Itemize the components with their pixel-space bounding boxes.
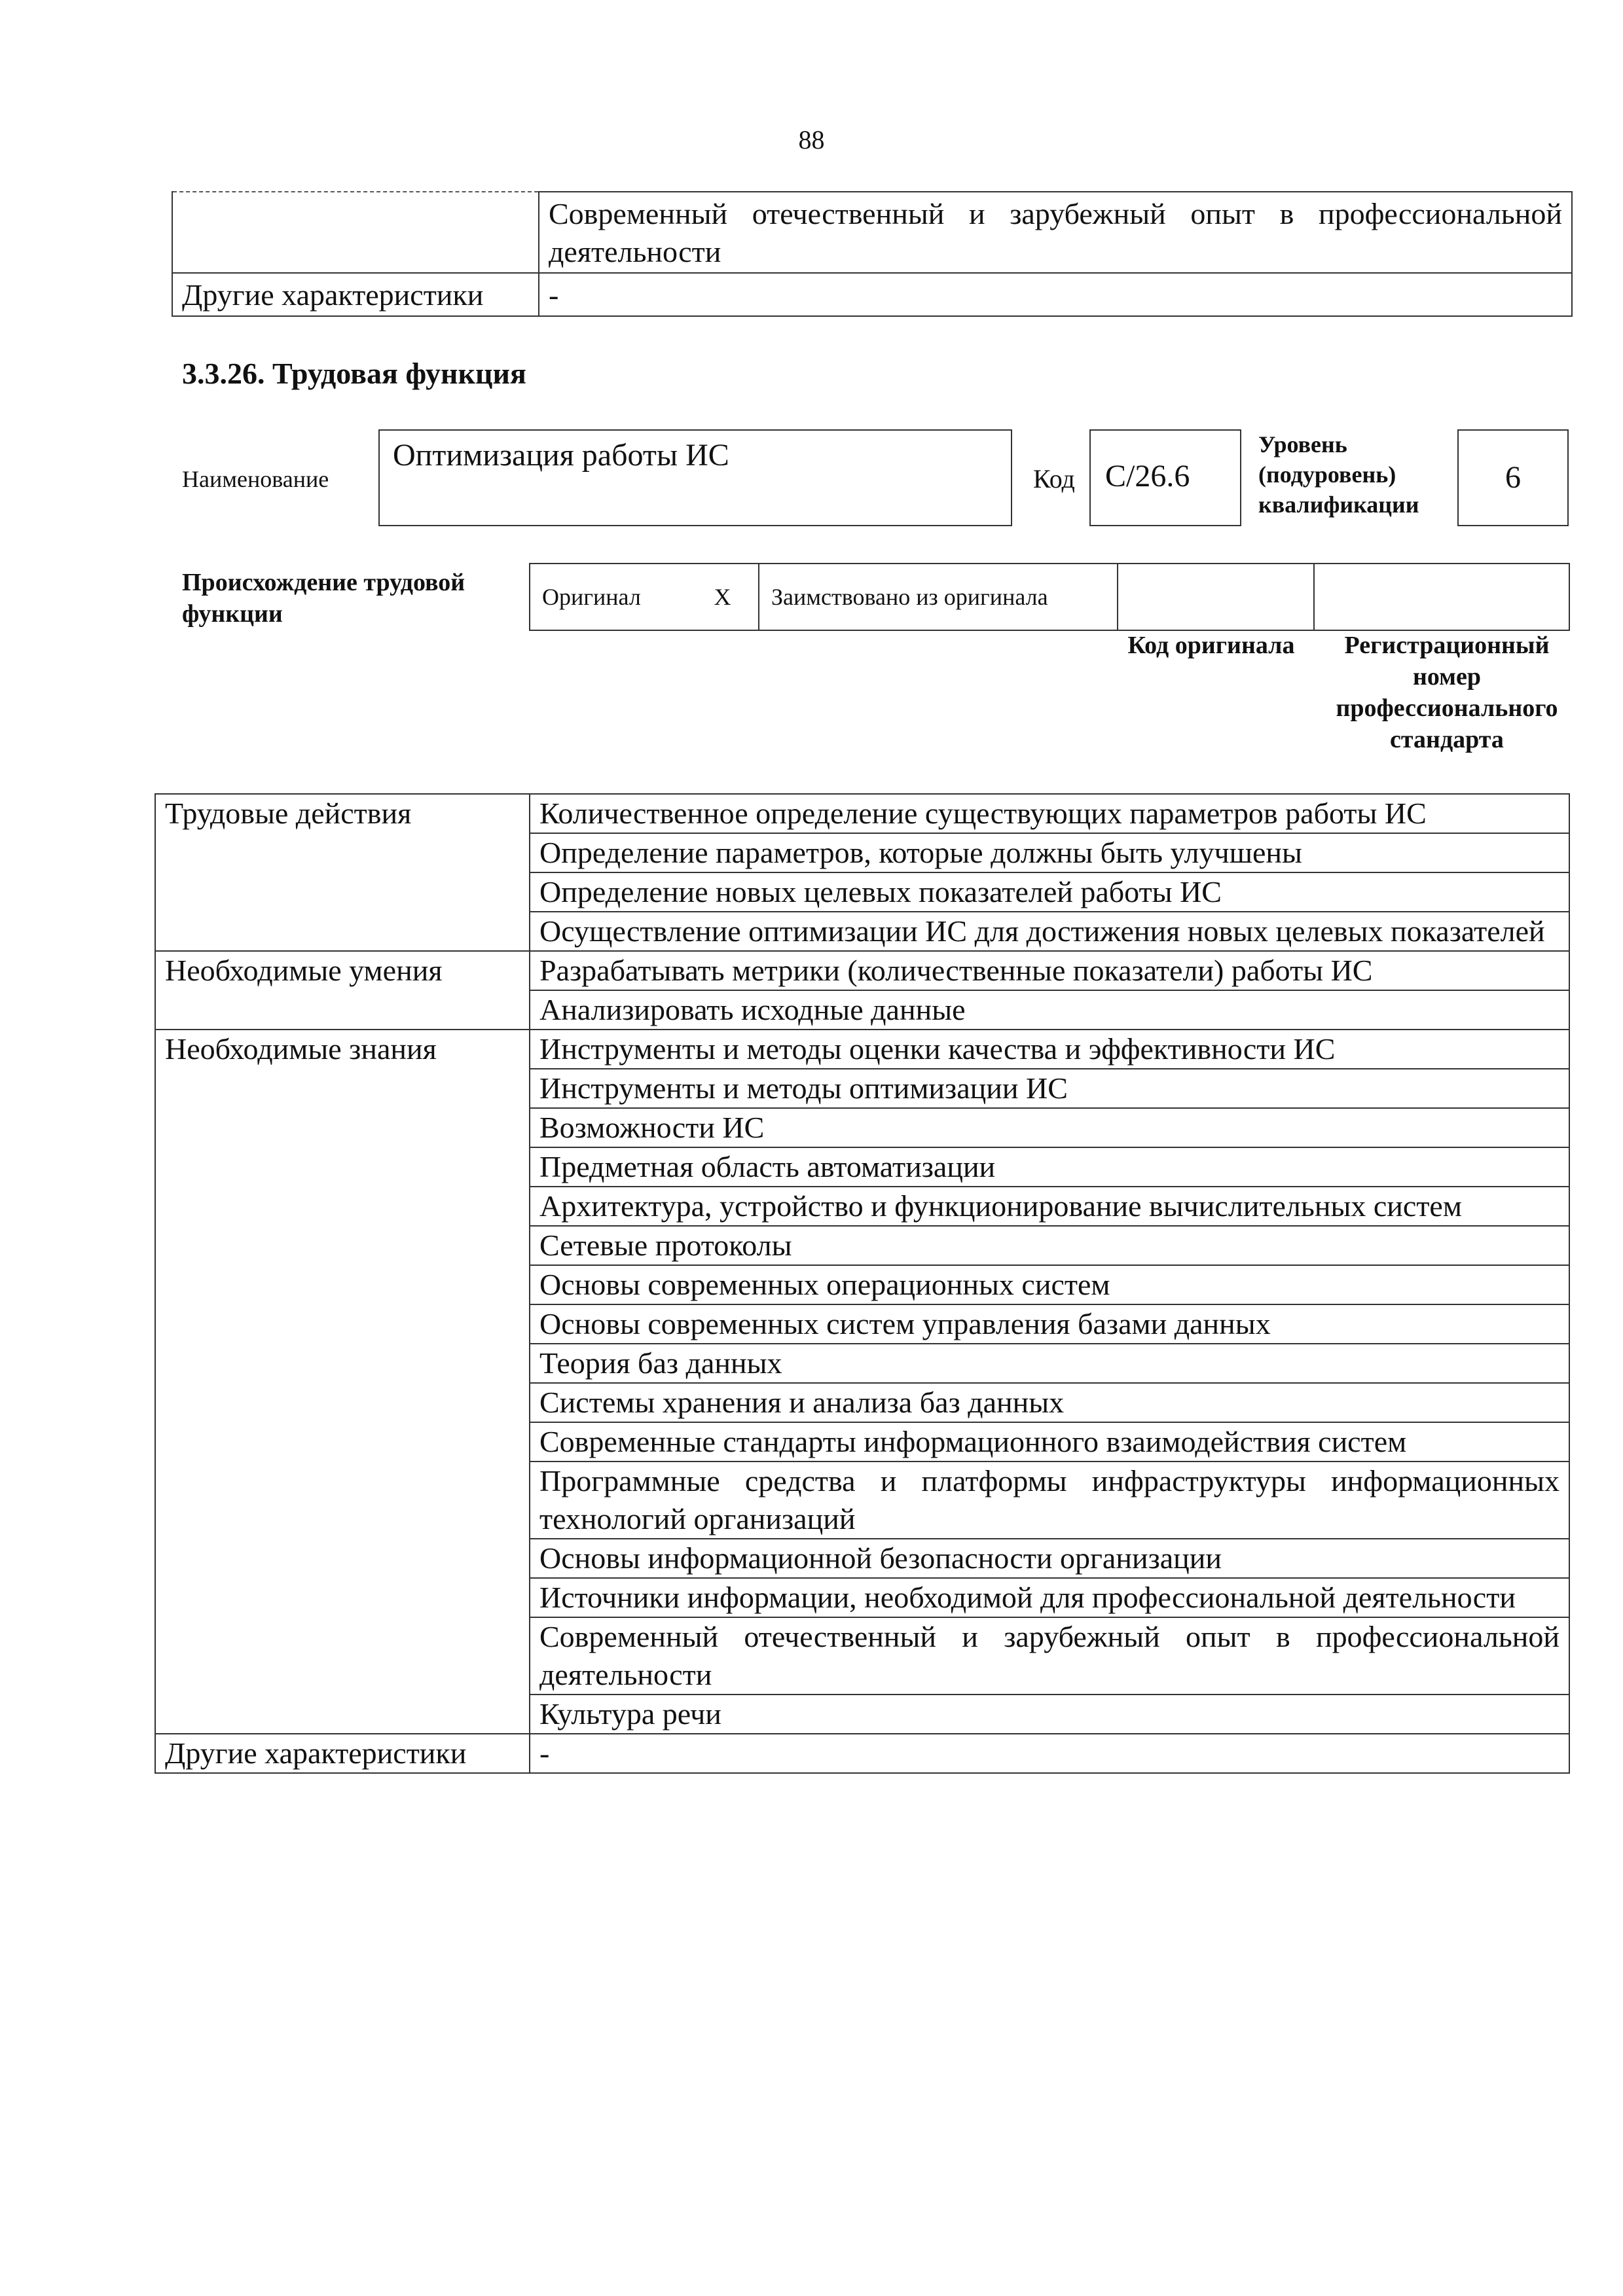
table-item: Осуществление оптимизации ИС для достижения новых целевых показателей	[530, 912, 1569, 951]
category-cell	[155, 1069, 530, 1108]
original-label: Оригинал	[530, 564, 687, 630]
table-row	[155, 912, 1569, 951]
table-item: Сетевые протоколы	[530, 1226, 1569, 1265]
category-cell	[155, 1147, 530, 1187]
continued-table	[172, 191, 1573, 317]
table-item: Определение новых целевых показателей работы ИС	[530, 872, 1569, 912]
category-cell	[155, 1422, 530, 1462]
level-label-line: (подуровень)	[1258, 461, 1396, 488]
category-label: Необходимые умения	[155, 951, 530, 990]
table-row	[155, 1187, 1569, 1226]
table-item: Инструменты и методы оценки качества и эффективности ИС	[530, 1030, 1569, 1069]
registration-number-cell	[1314, 564, 1569, 630]
table-item: Возможности ИС	[530, 1108, 1569, 1147]
table-row	[155, 1344, 1569, 1383]
table-row	[155, 1695, 1569, 1734]
table-row	[155, 1030, 1569, 1069]
name-label: Наименование	[182, 466, 329, 492]
category-cell	[155, 833, 530, 872]
level-label-line: Уровень	[1258, 431, 1347, 457]
table-item: Количественное определение существующих параметров работы ИС	[530, 794, 1569, 833]
table-item: Источники информации, необходимой для профессиональной деятельности	[530, 1578, 1569, 1617]
table-row	[155, 990, 1569, 1030]
category-cell	[155, 1578, 530, 1617]
table-item: Разрабатывать метрики (количественные показатели) работы ИС	[530, 951, 1569, 990]
table-item: Современные стандарты информационного взаимодействия систем	[530, 1422, 1569, 1462]
table-row	[155, 1422, 1569, 1462]
original-code-caption: Код оригинала	[1127, 632, 1295, 659]
origin-table	[529, 563, 1570, 631]
other-characteristics-value: -	[539, 273, 1572, 316]
qualification-level-label	[1258, 429, 1419, 520]
table-row	[155, 1578, 1569, 1617]
qualification-level-field: 6	[1457, 429, 1569, 526]
category-cell	[155, 1108, 530, 1147]
table-row	[155, 833, 1569, 872]
table-row	[155, 1147, 1569, 1187]
category-cell	[155, 912, 530, 951]
table-row	[155, 951, 1569, 990]
table-item: Культура речи	[530, 1695, 1569, 1734]
category-cell	[155, 1539, 530, 1578]
table-item: Современный отечественный и зарубежный опыт в профессиональной деятельности	[530, 1617, 1569, 1695]
function-details-table	[155, 793, 1570, 1774]
table-item: Определение параметров, которые должны быть улучшены	[530, 833, 1569, 872]
category-cell	[155, 1383, 530, 1422]
table-row	[155, 1734, 1569, 1773]
category-cell	[155, 1695, 530, 1734]
table-item: -	[530, 1734, 1569, 1773]
function-name-field: Оптимизация работы ИС	[378, 429, 1012, 526]
table-row	[155, 1265, 1569, 1304]
category-cell	[155, 1462, 530, 1539]
table-item: Анализировать исходные данные	[530, 990, 1569, 1030]
table-item: Инструменты и методы оптимизации ИС	[530, 1069, 1569, 1108]
table-item: Системы хранения и анализа баз данных	[530, 1383, 1569, 1422]
table-row	[155, 1304, 1569, 1344]
borrowed-label: Заимствовано из оригинала	[759, 564, 1118, 630]
function-code-field: C/26.6	[1089, 429, 1241, 526]
category-cell	[155, 872, 530, 912]
category-label: Необходимые знания	[155, 1030, 530, 1069]
table-item: Программные средства и платформы инфраструктуры информационных технологий организаций	[530, 1462, 1569, 1539]
category-label: Трудовые действия	[155, 794, 530, 833]
section-title: 3.3.26. Трудовая функция	[182, 357, 526, 390]
category-cell	[155, 1304, 530, 1344]
table-item: Основы современных операционных систем	[530, 1265, 1569, 1304]
table-row	[155, 1069, 1569, 1108]
other-characteristics-label: Другие характеристики	[172, 273, 539, 316]
category-cell	[155, 1265, 530, 1304]
table-item: Теория баз данных	[530, 1344, 1569, 1383]
table-item: Предметная область автоматизации	[530, 1147, 1569, 1187]
original-code-cell	[1118, 564, 1314, 630]
table-row	[530, 564, 1569, 630]
table-item: Основы современных систем управления базами данных	[530, 1304, 1569, 1344]
registration-number-caption: Регистрационный номер профессионального стандарта	[1336, 632, 1558, 753]
code-label: Код	[1033, 464, 1075, 493]
table-row	[155, 1383, 1569, 1422]
category-cell	[155, 1226, 530, 1265]
table-row	[155, 1462, 1569, 1539]
category-cell	[155, 990, 530, 1030]
category-label: Другие характеристики	[155, 1734, 530, 1773]
table-row	[172, 192, 1572, 273]
category-cell	[155, 1344, 530, 1383]
category-cell	[155, 1617, 530, 1695]
empty-category-cell	[172, 192, 539, 273]
table-row	[155, 1108, 1569, 1147]
table-row	[155, 1226, 1569, 1265]
origin-label: Происхождение трудовой функции	[182, 569, 465, 628]
knowledge-item: Современный отечественный и зарубежный опыт в профессиональной деятельности	[539, 192, 1572, 273]
table-item: Основы информационной безопасности организации	[530, 1539, 1569, 1578]
table-row	[155, 1539, 1569, 1578]
original-mark: X	[687, 564, 759, 630]
table-row	[155, 794, 1569, 833]
table-item: Архитектура, устройство и функционирование вычислительных систем	[530, 1187, 1569, 1226]
category-cell	[155, 1187, 530, 1226]
table-row	[155, 872, 1569, 912]
table-row	[172, 273, 1572, 316]
table-row	[155, 1617, 1569, 1695]
page-number: 88	[798, 125, 825, 154]
level-label-line: квалификации	[1258, 492, 1419, 518]
